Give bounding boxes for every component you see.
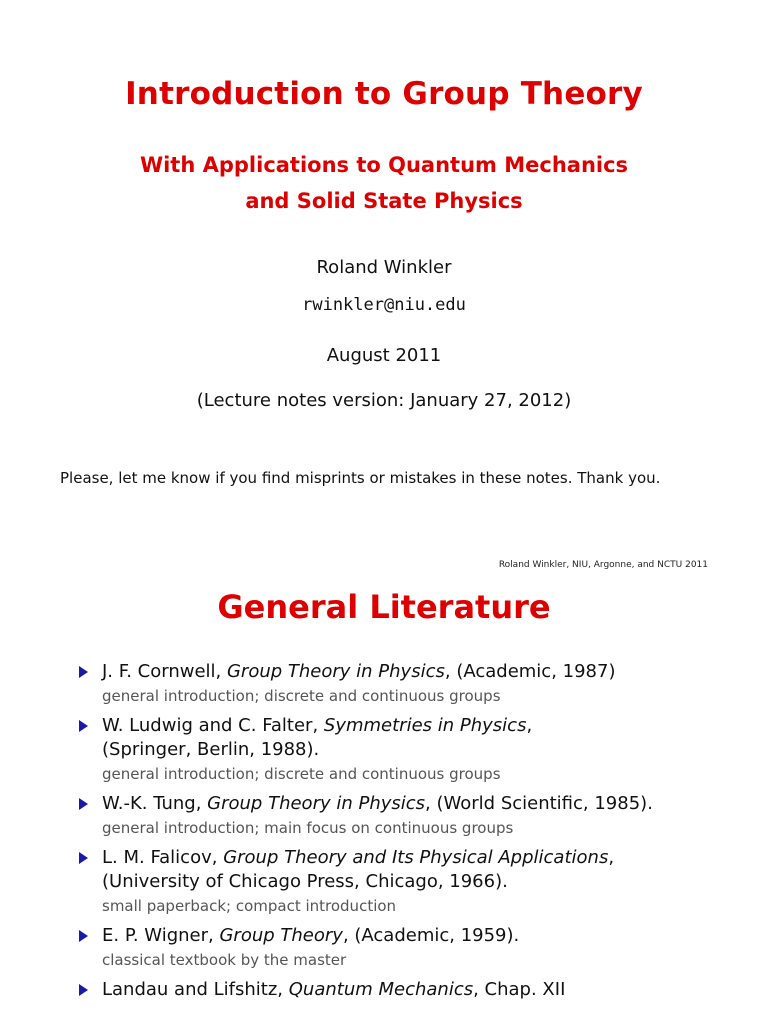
reference-book-title: Group Theory in Physics bbox=[226, 661, 445, 682]
reference-publisher: , bbox=[526, 715, 533, 736]
reference-publisher: , (Academic, 1987) bbox=[444, 661, 616, 682]
triangle-bullet-icon bbox=[79, 852, 88, 864]
reference-citation bbox=[102, 660, 729, 684]
reference-citation bbox=[102, 978, 729, 1002]
reference-item bbox=[79, 924, 729, 972]
section-title: General Literature bbox=[217, 588, 551, 626]
errata-note: Please, let me know if you find misprints or mistakes in these notes. Thank you. bbox=[60, 469, 661, 487]
reference-item bbox=[79, 714, 729, 786]
reference-publisher: , (World Scientific, 1985). bbox=[425, 793, 653, 814]
reference-publisher: , Chap. XII bbox=[473, 979, 566, 1000]
reference-book-title: Group Theory and Its Physical Applications bbox=[223, 847, 609, 868]
reference-publisher: , bbox=[608, 847, 615, 868]
reference-citation bbox=[102, 924, 729, 948]
reference-comment: general introduction; main focus on continuous groups bbox=[102, 819, 514, 837]
page-title: Introduction to Group Theory bbox=[125, 76, 643, 112]
triangle-bullet-icon bbox=[79, 720, 88, 732]
reference-authors: J. F. Cornwell, bbox=[102, 661, 227, 682]
reference-book-title: Quantum Mechanics bbox=[288, 979, 474, 1000]
reference-book-title: Group Theory in Physics bbox=[207, 793, 426, 814]
reference-publisher-line2: (University of Chicago Press, Chicago, 1966). bbox=[102, 871, 508, 892]
triangle-bullet-icon bbox=[79, 984, 88, 996]
version-note: (Lecture notes version: January 27, 2012) bbox=[196, 390, 572, 411]
date: August 2011 bbox=[326, 345, 442, 366]
subtitle-line-2: and Solid State Physics bbox=[245, 189, 523, 213]
reference-authors: L. M. Falicov, bbox=[102, 847, 224, 868]
triangle-bullet-icon bbox=[79, 798, 88, 810]
reference-book-title: Group Theory bbox=[219, 925, 343, 946]
reference-citation bbox=[102, 792, 729, 816]
reference-authors: W.-K. Tung, bbox=[102, 793, 208, 814]
reference-authors: Landau and Lifshitz, bbox=[102, 979, 289, 1000]
reference-citation bbox=[102, 714, 729, 738]
reference-item bbox=[79, 846, 729, 918]
reference-publisher: , (Academic, 1959). bbox=[342, 925, 520, 946]
slide-footer: Roland Winkler, NIU, Argonne, and NCTU 2011 bbox=[498, 560, 708, 570]
triangle-bullet-icon bbox=[79, 930, 88, 942]
reference-authors: E. P. Wigner, bbox=[102, 925, 220, 946]
subtitle-line-1: With Applications to Quantum Mechanics bbox=[139, 153, 629, 177]
reference-comment: classical textbook by the master bbox=[102, 951, 347, 969]
reference-item bbox=[79, 660, 729, 708]
reference-publisher-line2: (Springer, Berlin, 1988). bbox=[102, 739, 320, 760]
author-email: rwinkler@niu.edu bbox=[302, 295, 466, 315]
reference-comment: general introduction; discrete and continuous groups bbox=[102, 687, 501, 705]
reference-book-title: Symmetries in Physics bbox=[323, 715, 527, 736]
reference-citation bbox=[102, 846, 729, 870]
reference-item bbox=[79, 978, 729, 1002]
reference-list bbox=[79, 660, 729, 1008]
reference-comment: general introduction; discrete and continuous groups bbox=[102, 765, 501, 783]
reference-item bbox=[79, 792, 729, 840]
triangle-bullet-icon bbox=[79, 666, 88, 678]
author-name: Roland Winkler bbox=[316, 257, 452, 278]
reference-comment: small paperback; compact introduction bbox=[102, 897, 397, 915]
reference-authors: W. Ludwig and C. Falter, bbox=[102, 715, 324, 736]
